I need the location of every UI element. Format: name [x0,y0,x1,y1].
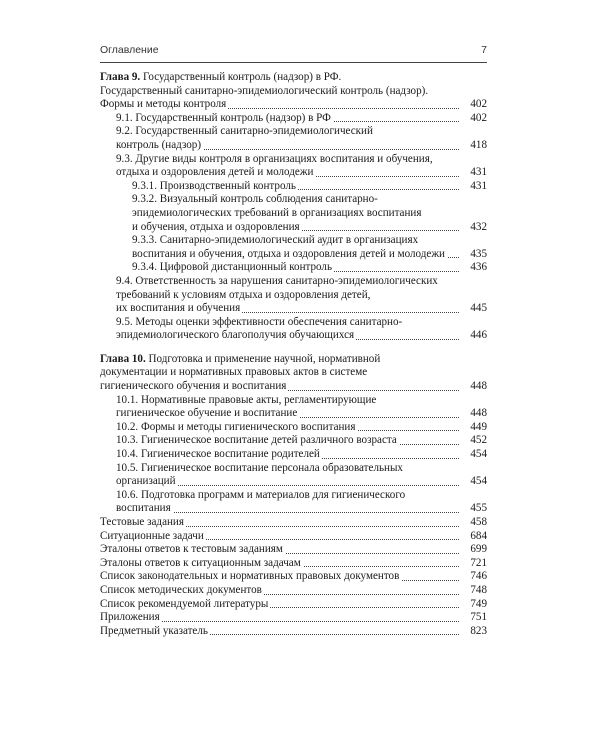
toc-entry-9-3-1 [100,180,487,194]
toc-entry-text: 9.3.2. Визуальный контроль соблюдения санитарно- [132,193,378,206]
toc-entry-text: 9.1. Государственный контроль (надзор) в РФ [116,111,331,124]
running-head-title: Оглавление [100,44,159,56]
toc-page-number: 684 [467,530,487,544]
toc-entry-text: 9.3. Другие виды контроля в организациях воспитания и обучения, [116,152,433,165]
toc-page-number: 699 [467,543,487,557]
toc-entry-text: 9.4. Ответственность за нарушения санитарно-эпидемиологических [116,274,438,287]
toc-entry-text: организаций [116,475,176,488]
toc-page-number: 449 [467,421,487,435]
toc-entry-text: 10.2. Формы и методы гигиенического воспитания [116,420,356,433]
toc-entry-text: Эталоны ответов к тестовым заданиям [100,543,283,556]
toc-entry-text: эпидемиологического благополучия обучающихся [116,329,355,342]
toc-entry-recommended-lit [100,598,487,612]
toc-entry-text: 9.3.3. Санитарно-эпидемиологический аудит в организациях [132,234,419,247]
toc-entry-text: Приложения [100,611,160,624]
toc-entry-text: 10.6. Подготовка программ и материалов для гигиенического [116,488,406,501]
toc-entry-text: воспитания и обучения, отдыха и оздоровления детей и молодежи [132,247,445,260]
toc-entry-text: 9.3.1. Производственный контроль [132,179,296,192]
toc-page-number: 431 [467,180,487,194]
toc-page-number: 435 [467,248,487,262]
toc-entry-10-2 [100,421,487,435]
running-head [100,44,487,60]
toc-chapter-10 [100,353,487,394]
toc-entry-text: Список законодательных и нормативных правовых документов [100,570,400,583]
toc-page-number: 431 [467,166,487,180]
toc-entry-text: Тестовые задания [100,516,184,528]
toc-page-number: 454 [467,475,487,489]
toc-entry-text: 9.2. Государственный санитарно-эпидемиологический [116,125,373,138]
toc-entry-9-3 [100,153,487,180]
toc-chapter-9 [100,71,487,112]
toc-page-number: 445 [467,302,487,316]
page-number: 7 [481,44,487,56]
toc-entry-appendices [100,611,487,625]
toc-page-number: 748 [467,584,487,598]
toc-entry-9-5 [100,316,487,343]
toc-entry-9-3-4 [100,261,487,275]
toc-entry-text: эпидемиологических требований в организациях воспитания [132,206,422,219]
toc-page-number: 746 [467,570,487,584]
toc-entry-9-4 [100,275,487,316]
toc-entry-10-5 [100,462,487,489]
toc-page-number: 402 [467,98,487,112]
toc-entry-10-1 [100,394,487,421]
toc-page-number: 455 [467,502,487,516]
toc-entry-text: Формы и методы контроля [100,98,227,111]
toc-entry-text: требований к условиям отдыха и оздоровления детей, [116,288,371,301]
toc-entry-9-2 [100,125,487,152]
toc-entry-text: их воспитания и обучения [116,302,241,315]
chapter-label: Глава 10. [100,352,146,365]
toc-entry-text: 10.3. Гигиеническое воспитание детей различного возраста [116,434,397,447]
toc-entry-9-3-3 [100,234,487,261]
toc-page-number: 448 [467,380,487,394]
toc-entry-text: гигиеническое обучение и воспитание [116,407,298,420]
toc-entry-text: Список методических документов [100,583,262,596]
toc-entry-text: гигиенического обучения и воспитания [100,380,287,393]
toc-entry-situational [100,530,487,544]
toc-entry-text: Государственный контроль (надзор) в РФ. [140,71,342,83]
toc-entry-text: Ситуационные задачи [100,529,204,542]
toc-entry-9-3-2 [100,193,487,234]
table-of-contents [100,71,487,638]
toc-entry-subject-index [100,625,487,639]
toc-entry-text: документации и нормативных правовых актов в системе [100,366,368,379]
toc-page-number: 452 [467,434,487,448]
toc-entry-method-docs [100,584,487,598]
toc-entry-situational-answers [100,557,487,571]
toc-entry-text: 10.4. Гигиеническое воспитание родителей [116,448,320,461]
toc-entry-text: 10.5. Гигиеническое воспитание персонала образовательных [116,461,403,474]
toc-entry-text: 9.5. Методы оценки эффективности обеспечения санитарно- [116,315,403,328]
toc-entry-text: 9.3.4. Цифровой дистанционный контроль [132,261,333,274]
toc-entry-text: Подготовка и применение научной, нормативной [145,352,381,365]
toc-page-number: 458 [467,516,487,530]
chapter-label: Глава 9. [100,71,141,83]
toc-page-number: 432 [467,221,487,235]
toc-entry-text: Эталоны ответов к ситуационным задачам [100,556,301,569]
toc-page-number: 448 [467,407,487,421]
toc-page-number: 721 [467,557,487,571]
toc-entry-9-1 [100,112,487,126]
toc-entry-text: Список рекомендуемой литературы [100,597,269,610]
toc-entry-text: контроль (надзор) [116,138,202,151]
toc-entry-text: отдыха и оздоровления детей и молодежи [116,166,314,179]
toc-page-number: 823 [467,625,487,639]
toc-page-number: 418 [467,139,487,153]
toc-entry-text: 10.1. Нормативные правовые акты, регламентирующие [116,393,377,406]
toc-entry-legal-docs [100,570,487,584]
toc-entry-10-4 [100,448,487,462]
toc-entry-text: Предметный указатель [100,624,208,637]
toc-page-number: 446 [467,329,487,343]
toc-entry-text: воспитания [116,502,171,515]
toc-page-number: 749 [467,598,487,612]
toc-entry-10-3 [100,434,487,448]
header-rule [100,62,487,63]
toc-entry-test-answers [100,543,487,557]
toc-page-number: 454 [467,448,487,462]
toc-page-number: 402 [467,112,487,126]
toc-page-number: 436 [467,261,487,275]
toc-entry-tests [100,516,487,530]
toc-page-number: 751 [467,611,487,625]
toc-entry-text: и обучения, отдыха и оздоровления [132,220,300,233]
toc-entry-text: Государственный санитарно-эпидемиологический контроль (надзор). [100,84,429,97]
toc-entry-10-6 [100,489,487,516]
